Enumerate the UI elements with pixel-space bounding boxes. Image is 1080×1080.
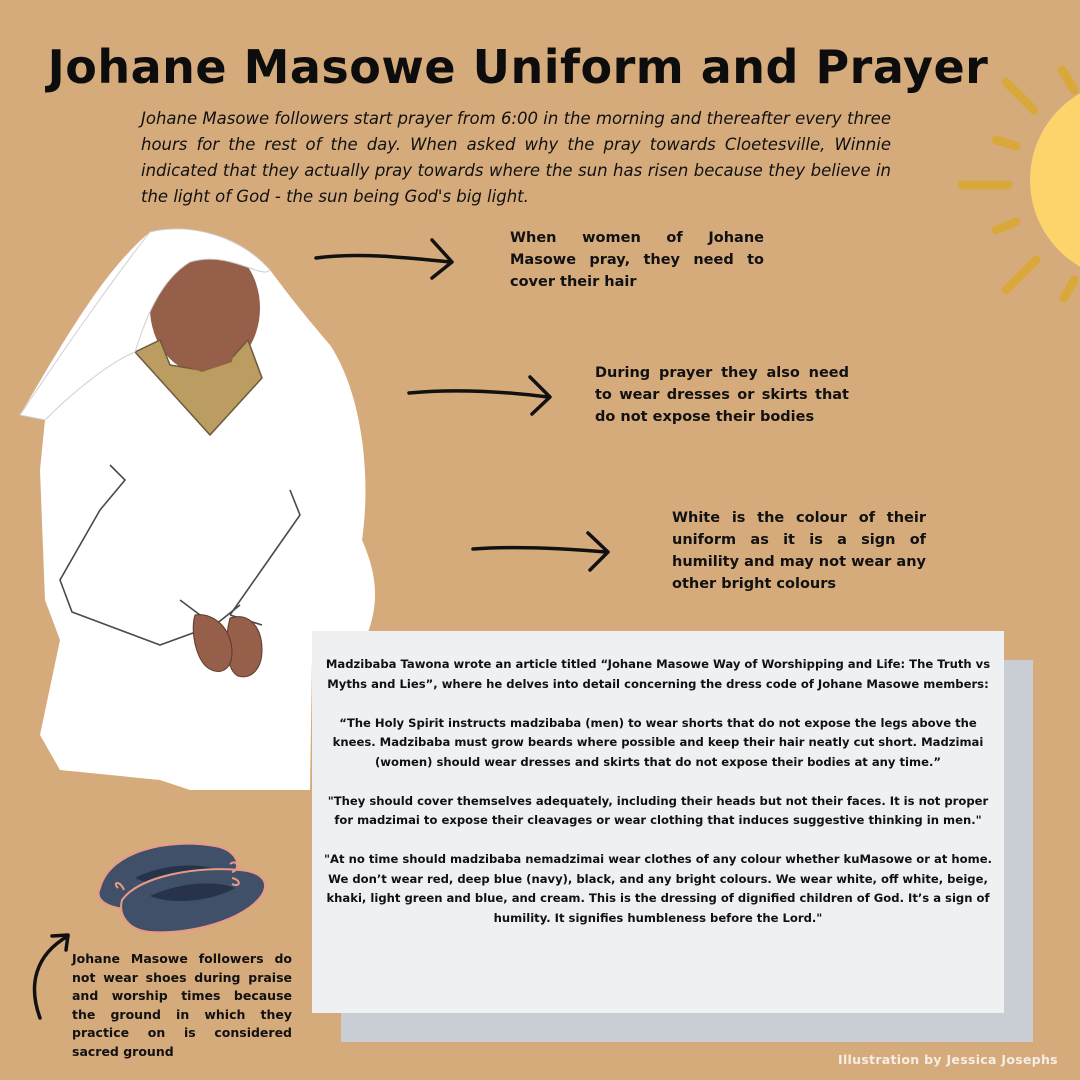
intro-paragraph: Johane Masowe followers start prayer from 6:00 in the morning and thereafter every three hours for the rest of the day. When asked why the pray towards Cloetesville, Winnie indicated that they actually pray towards where the sun has risen because they believe in the light of God - the sun being God's big light. [141,109,891,206]
quote-intro: Madzibaba Tawona wrote an article titled “Johane Masowe Way of Worshipping and Life: The Truth vs Myths and Lies”, where he delves into detail concerning the dress code of Johane Masowe members: [325,657,991,691]
note-dresses-skirts: During prayer they also need to wear dresses or skirts that do not expose their bodies [595,365,849,425]
page-title: Johane Masowe Uniform and Prayer [47,40,989,94]
note-no-shoes: Johane Masowe followers do not wear shoes during praise and worship times because the ground in which they practice on is considered sacred ground [72,951,292,1059]
quote-paragraph: "They should cover themselves adequately, including their heads but not their faces. It is not proper for madzimai to expose their cleavages or wear clothing that induces suggestive thinking in men." [327,793,989,827]
illustration-credit: Illustration by Jessica Josephs [838,1052,1058,1067]
note-white-uniform: White is the colour of their uniform as it is a sign of humility and may not wear any other bright colours [672,510,926,592]
quote-paragraph: "At no time should madzibaba nemadzimai wear clothes of any colour whether kuMasowe or at home. We don’t wear red, deep blue (navy), black, and any bright colours. We wear white, off white, beige, khaki, light green and blue, and cream. This is the dressing of dignified children of God. It’s a sign of humility. It signifies humbleness before the Lord." [324,852,992,925]
quote-box [312,631,1004,1013]
note-cover-hair: When women of Johane Masowe pray, they need to cover their hair [510,230,764,290]
quote-paragraph: “The Holy Spirit instructs madzibaba (men) to wear shorts that do not expose the legs above the knees. Madzibaba must grow beards where possible and keep their hair neatly cut short. Madzimai (women) should wear dresses and skirts that do not expose their bodies at any time.” [332,715,984,769]
